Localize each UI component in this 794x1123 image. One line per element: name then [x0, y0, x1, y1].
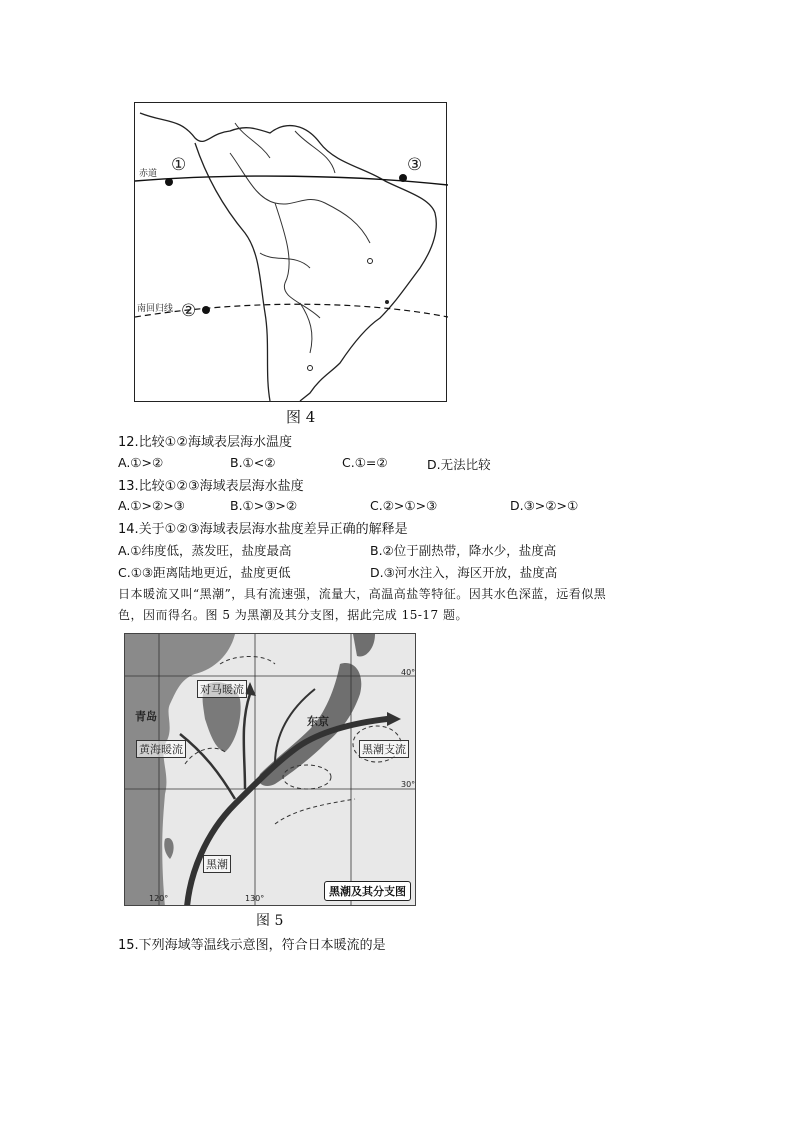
q12-option-c: C.①=②: [342, 455, 388, 470]
q14-stem: 14.关于①②③海域表层海水盐度差异正确的解释是: [118, 522, 408, 537]
q12-stem: 12.比较①②海域表层海水温度: [118, 435, 292, 450]
q12-option-d: D.无法比较: [427, 457, 491, 472]
yellow-sea-current-label: 黄海暖流: [136, 740, 186, 758]
point1-label: ①: [171, 155, 187, 175]
point3-label: ③: [407, 155, 423, 175]
point3-marker: [399, 174, 407, 182]
tropic-label: 南回归线: [137, 304, 174, 314]
south-america-map-graphic: [135, 103, 448, 403]
qingdao-label: 青岛: [135, 710, 157, 723]
kuroshio-map-graphic: [125, 634, 416, 906]
q13-option-d: D.③>②>①: [510, 498, 579, 513]
lat-40-label: 40°: [401, 668, 416, 677]
equator-label: 赤道: [139, 169, 158, 179]
passage-line1: 日本暖流又叫“黑潮”，具有流速强，流量大，高温高盐等特征。因其水色深蓝，远看似黑: [118, 587, 607, 601]
figure5-caption: 图 5: [256, 913, 284, 929]
point2-label: ②: [181, 301, 197, 321]
q15-stem: 15.下列海域等温线示意图，符合日本暖流的是: [118, 938, 386, 953]
q12-option-b: B.①<②: [230, 455, 276, 470]
q13-option-b: B.①>③>②: [230, 498, 298, 513]
tsushima-current-label: 对马暖流: [197, 680, 247, 698]
kuroshio-label: 黑潮: [203, 855, 231, 873]
figure5-map: [124, 633, 416, 906]
tokyo-label: 东京: [307, 715, 329, 728]
passage-line2: 色，因而得名。图 5 为黑潮及其分支图，据此完成 15-17 题。: [118, 608, 468, 622]
lon-120-label: 120°: [149, 894, 169, 903]
lat-30-label: 30°: [401, 780, 416, 789]
q13-stem: 13.比较①②③海域表层海水盐度: [118, 479, 304, 494]
kuroshio-branch-label: 黑潮支流: [359, 740, 409, 758]
lon-130-label: 130°: [245, 894, 265, 903]
figure4-map: [134, 102, 447, 402]
q14-option-b: B.②位于副热带，降水少，盐度高: [370, 543, 557, 558]
q14-option-a: A.①纬度低，蒸发旺，盐度最高: [118, 543, 292, 558]
q13-option-a: A.①>②>③: [118, 498, 185, 513]
figure4-caption: 图 4: [286, 408, 316, 426]
q14-option-c: C.①③距离陆地更近，盐度更低: [118, 565, 291, 580]
q14-option-d: D.③河水注入，海区开放，盐度高: [370, 565, 558, 580]
point2-marker: [202, 306, 210, 314]
q12-option-a: A.①>②: [118, 455, 164, 470]
point1-marker: [165, 178, 173, 186]
q13-option-c: C.②>①>③: [370, 498, 438, 513]
figure5-title: 黑潮及其分支图: [324, 881, 411, 901]
